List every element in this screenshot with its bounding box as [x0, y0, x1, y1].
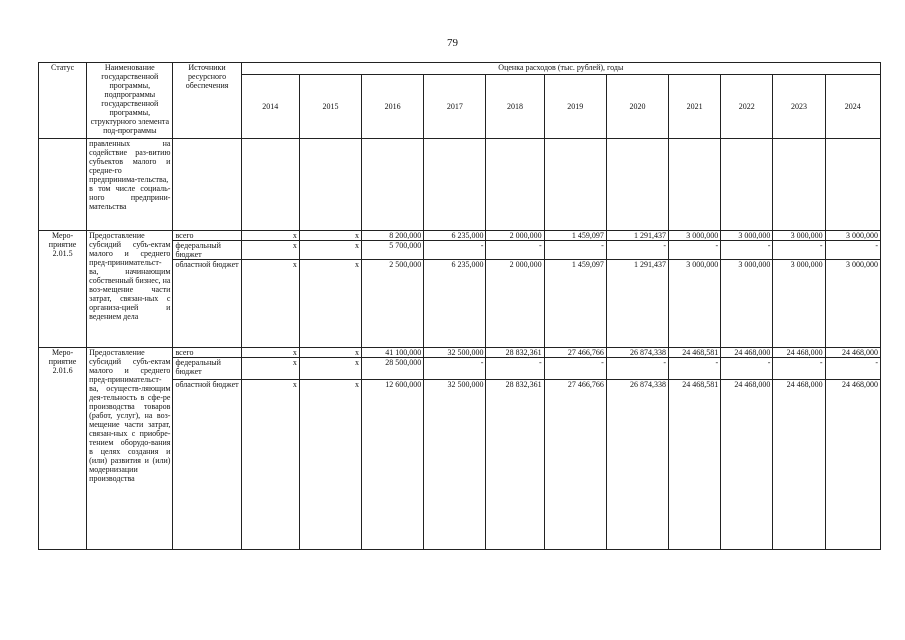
- value-cell: 3 000,000: [825, 231, 880, 241]
- value-cell: 27 466,766: [544, 380, 606, 550]
- value-cell: -: [825, 358, 880, 380]
- value-cell: х: [299, 231, 361, 241]
- value-cell: -: [424, 358, 486, 380]
- header-estimate: Оценка расходов (тыс. рублей), годы: [241, 63, 880, 75]
- value-cell: х: [241, 348, 299, 358]
- header-year: 2020: [606, 75, 668, 139]
- value-cell: 32 500,000: [424, 380, 486, 550]
- value-cell: -: [544, 241, 606, 260]
- funding-source: федеральный бюджет: [173, 358, 241, 380]
- value-cell: 24 468,000: [721, 348, 773, 358]
- value-cell: х: [299, 260, 361, 348]
- funding-source: всего: [173, 348, 241, 358]
- value-cell: 3 000,000: [669, 260, 721, 348]
- value-cell: 1 459,097: [544, 231, 606, 241]
- value-cell: 6 235,000: [424, 260, 486, 348]
- value-cell: 24 468,000: [773, 380, 825, 550]
- header-year: 2018: [486, 75, 544, 139]
- budget-table: [38, 62, 881, 550]
- funding-source: всего: [173, 231, 241, 241]
- value-cell: 24 468,000: [721, 380, 773, 550]
- value-cell: 3 000,000: [721, 231, 773, 241]
- value-cell: 24 468,000: [825, 380, 880, 550]
- header-year: 2017: [424, 75, 486, 139]
- value-cell: 1 291,437: [606, 231, 668, 241]
- continuation-name: правленных на содействие раз-витию субъектов малого и средне-го предпринима-тельства, в том числе социаль-ного предприни-мательства: [87, 139, 173, 231]
- value-cell: 24 468,000: [773, 348, 825, 358]
- value-cell: 2 000,000: [486, 260, 544, 348]
- header-status: Статус: [39, 63, 87, 139]
- value-cell: х: [241, 241, 299, 260]
- value-cell: 3 000,000: [721, 260, 773, 348]
- continuation-status-cell: [39, 139, 87, 231]
- table-row: [39, 231, 881, 241]
- header-year: 2023: [773, 75, 825, 139]
- value-cell: х: [299, 241, 361, 260]
- table-row: [39, 348, 881, 358]
- value-cell: х: [241, 260, 299, 348]
- value-cell: 28 832,361: [486, 348, 544, 358]
- table-body: [39, 139, 881, 550]
- funding-source: федеральный бюджет: [173, 241, 241, 260]
- header-name: Наименование государственной программы, подпрограммы государственной программы, структурного элемента под-программы: [87, 63, 173, 139]
- value-cell: 24 468,581: [669, 348, 721, 358]
- value-cell: х: [241, 380, 299, 550]
- value-cell: 24 468,581: [669, 380, 721, 550]
- value-cell: -: [721, 358, 773, 380]
- value-cell: 32 500,000: [424, 348, 486, 358]
- value-cell: 6 235,000: [424, 231, 486, 241]
- value-cell: -: [544, 358, 606, 380]
- page-number: 79: [447, 37, 458, 49]
- value-cell: х: [241, 358, 299, 380]
- value-cell: 3 000,000: [825, 260, 880, 348]
- value-cell: -: [773, 358, 825, 380]
- value-cell: 28 832,361: [486, 380, 544, 550]
- header-year: 2022: [721, 75, 773, 139]
- continuation-source-cell: [173, 139, 241, 231]
- value-cell: -: [606, 241, 668, 260]
- value-cell: 2 000,000: [486, 231, 544, 241]
- value-cell: 28 500,000: [362, 358, 424, 380]
- value-cell: -: [721, 241, 773, 260]
- value-cell: 1 459,097: [544, 260, 606, 348]
- value-cell: -: [669, 241, 721, 260]
- value-cell: -: [606, 358, 668, 380]
- value-cell: 41 100,000: [362, 348, 424, 358]
- continuation-row: [39, 139, 881, 231]
- header-year: 2021: [669, 75, 721, 139]
- value-cell: 26 874,338: [606, 348, 668, 358]
- value-cell: х: [299, 358, 361, 380]
- header-year: 2014: [241, 75, 299, 139]
- value-cell: 3 000,000: [669, 231, 721, 241]
- value-cell: х: [299, 380, 361, 550]
- value-cell: -: [825, 241, 880, 260]
- value-cell: 2 500,000: [362, 260, 424, 348]
- measure-status: Меро-приятие 2.01.6: [39, 348, 87, 550]
- measure-status: Меро-приятие 2.01.5: [39, 231, 87, 348]
- value-cell: -: [486, 358, 544, 380]
- header-year: 2019: [544, 75, 606, 139]
- header-year: 2015: [299, 75, 361, 139]
- header-sources: Источники ресурсного обеспечения: [173, 63, 241, 139]
- header-year: 2024: [825, 75, 880, 139]
- value-cell: -: [424, 241, 486, 260]
- value-cell: х: [241, 231, 299, 241]
- value-cell: 26 874,338: [606, 380, 668, 550]
- funding-source: областной бюджет: [173, 260, 241, 348]
- value-cell: 5 700,000: [362, 241, 424, 260]
- value-cell: 8 200,000: [362, 231, 424, 241]
- value-cell: 3 000,000: [773, 260, 825, 348]
- value-cell: -: [486, 241, 544, 260]
- measure-name: Предоставление субсидий субъ-ектам малого и среднего пред-принимательст-ва, начинающим собственный бизнес, на воз-мещение части затрат, связан-ных с организа-цией и ведением дела: [87, 231, 173, 348]
- value-cell: 12 600,000: [362, 380, 424, 550]
- value-cell: 1 291,437: [606, 260, 668, 348]
- value-cell: 24 468,000: [825, 348, 880, 358]
- value-cell: х: [299, 348, 361, 358]
- value-cell: -: [669, 358, 721, 380]
- header-year: 2016: [362, 75, 424, 139]
- funding-source: областной бюджет: [173, 380, 241, 550]
- value-cell: 27 466,766: [544, 348, 606, 358]
- measure-name: Предоставление субсидий субъ-ектам малого и среднего пред-принимательст-ва, осуществ-ляющим дея-тельность в сфе-ре производства товаров (работ, услуг), на воз-мещение части затрат, связан-ных с приобре-тением оборудо-вания в целях создания и (или) развития и (или) модернизации производства: [87, 348, 173, 550]
- value-cell: -: [773, 241, 825, 260]
- value-cell: 3 000,000: [773, 231, 825, 241]
